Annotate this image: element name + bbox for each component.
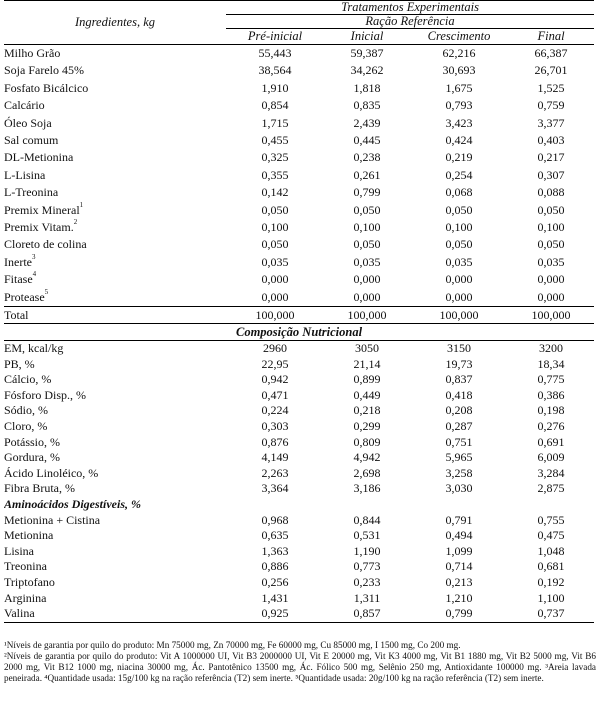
ingredient-row xyxy=(4,202,594,219)
column-header-final: Final xyxy=(508,29,594,45)
reference-diet-header: Ração Referência xyxy=(226,15,594,29)
ingredient-row xyxy=(4,167,594,184)
cell-value: 0,386 xyxy=(537,387,565,402)
cell-value: 0,968 xyxy=(261,512,289,527)
row-label-text: Premix Mineral xyxy=(4,202,80,217)
cell-value: 0,471 xyxy=(261,387,289,402)
cell-value: 0,455 xyxy=(261,133,289,148)
nutrient-row xyxy=(4,450,594,466)
ingredient-row xyxy=(4,62,594,79)
row-label-text: Cloro, % xyxy=(4,419,48,434)
cell-value: 0,925 xyxy=(226,606,324,622)
row-label xyxy=(4,544,226,560)
nutrition-body xyxy=(4,341,594,497)
nutrient-row xyxy=(4,357,594,373)
cell-value: 0,050 xyxy=(353,202,381,217)
nutrient-row xyxy=(4,341,594,357)
cell-value: 1,100 xyxy=(537,590,565,605)
cell-value: 0,100 xyxy=(353,220,381,235)
ingredient-row xyxy=(4,45,594,63)
row-label-text: Fosfato Bicálcico xyxy=(4,80,89,95)
row-label-text: Cálcio, % xyxy=(4,372,52,387)
nutrient-row xyxy=(4,481,594,497)
cell-value: 0,050 xyxy=(537,237,565,252)
cell-value: 4,942 xyxy=(353,450,381,465)
row-label xyxy=(4,62,226,79)
cell-value: 3,258 xyxy=(445,465,473,480)
row-label-text: L-Treonina xyxy=(4,185,59,200)
cell-value: 0,213 xyxy=(445,575,473,589)
total-value: 100,000 xyxy=(410,307,508,324)
column-header-crescimento: Crescimento xyxy=(410,29,508,45)
cell-value: 0,287 xyxy=(445,419,473,434)
cell-value: 0,238 xyxy=(353,150,381,165)
total-body xyxy=(4,307,594,341)
cell-value: 62,216 xyxy=(442,46,476,60)
cell-value: 0,303 xyxy=(261,419,289,434)
ingredient-row xyxy=(4,115,594,132)
cell-value: 0,000 xyxy=(445,272,473,287)
row-label xyxy=(4,606,226,622)
cell-value: 0,224 xyxy=(261,403,289,418)
cell-value: 0,256 xyxy=(261,575,289,589)
row-label-text: Fibra Bruta, % xyxy=(4,481,75,496)
cell-value: 1,190 xyxy=(353,543,381,558)
row-label xyxy=(4,575,226,591)
cell-value: 2,439 xyxy=(353,115,381,130)
row-label-text: Metionina xyxy=(4,528,54,543)
cell-value: 2,698 xyxy=(353,465,381,480)
cell-value: 22,95 xyxy=(261,356,289,371)
cell-value: 0,100 xyxy=(537,220,565,235)
total-value: 100,000 xyxy=(508,307,594,324)
cell-value: 0,791 xyxy=(445,512,473,527)
nutrient-row xyxy=(4,403,594,419)
cell-value: 5,965 xyxy=(445,450,473,465)
cell-value: 1,210 xyxy=(445,590,473,605)
cell-value: 0,208 xyxy=(445,403,473,418)
cell-value: 30,693 xyxy=(442,63,476,78)
row-label xyxy=(4,559,226,575)
cell-value: 0,299 xyxy=(353,419,381,434)
cell-value: 18,34 xyxy=(537,356,565,371)
cell-value: 0,751 xyxy=(445,434,473,449)
cell-value: 0,198 xyxy=(537,403,565,418)
row-label-text: Sal comum xyxy=(4,133,59,148)
cell-value: 0,325 xyxy=(261,150,289,165)
footnotes xyxy=(4,640,596,684)
row-label-text: Óleo Soja xyxy=(4,115,52,130)
row-label-text: L-Lisina xyxy=(4,167,46,182)
cell-value: 2,875 xyxy=(537,481,565,496)
cell-value: 0,068 xyxy=(445,185,473,200)
cell-value: 2960 xyxy=(263,341,287,356)
table-header xyxy=(4,1,594,45)
row-label xyxy=(4,513,226,529)
cell-value: 0,035 xyxy=(537,254,565,269)
cell-value: 0,000 xyxy=(445,289,473,304)
cell-value: 0,307 xyxy=(537,167,565,182)
row-label xyxy=(4,271,226,288)
amino-acid-row xyxy=(4,606,594,622)
cell-value: 3,377 xyxy=(537,115,565,130)
cell-value: 0,000 xyxy=(261,289,289,304)
cell-value: 0,809 xyxy=(353,434,381,449)
cell-value: 0,714 xyxy=(445,559,473,574)
ingredient-row xyxy=(4,149,594,166)
nutrition-section-title: Composição Nutricional xyxy=(4,324,594,341)
cell-value: 3,423 xyxy=(445,115,473,130)
row-label xyxy=(4,466,226,482)
cell-value: 0,799 xyxy=(410,606,508,622)
row-label xyxy=(4,184,226,201)
cell-value: 0,000 xyxy=(537,289,565,304)
row-label-text: EM, kcal/kg xyxy=(4,341,64,356)
cell-value: 0,635 xyxy=(261,528,289,543)
nutrition-section-row xyxy=(4,324,594,341)
cell-value: 0,050 xyxy=(445,237,473,252)
cell-value: 0,276 xyxy=(537,419,565,434)
ingredient-row xyxy=(4,184,594,201)
row-label xyxy=(4,388,226,404)
row-label-text: Sódio, % xyxy=(4,403,49,418)
footnote-2: ²Níveis de garantia por quilo do produto: Vit A 1000000 UI, Vit B3 2000000 UI, Vit E 20000 mg, Vit K3 4000 mg, Vit B1 1880 mg, Vit B2 5000 mg, Vit B6 2000 mg, Vit B12 1000 mg, niacina 30000 mg, Ác. Pantotênico 13500 mg, Ác. Fólico 500 mg, Selênio 250 mg, Antioxidante 100000 mg. ³Areia lavada peneirada. ⁴Quantidade usada: 15g/100 kg na ração referência (T2) sem inerte. ⁵Quantidade usada: 20g/100 kg na ração referência (T2) sem inerte. xyxy=(4,650,596,683)
cell-value: 0,142 xyxy=(261,185,289,200)
row-label xyxy=(4,591,226,607)
row-label xyxy=(4,403,226,419)
total-row xyxy=(4,307,594,324)
ingredient-row xyxy=(4,132,594,149)
row-label-text: Fitase xyxy=(4,272,33,287)
row-label xyxy=(4,435,226,451)
cell-value: 0,691 xyxy=(537,434,565,449)
ingredient-row xyxy=(4,271,594,288)
ingredient-row xyxy=(4,254,594,271)
cell-value: 1,048 xyxy=(537,543,565,558)
row-label xyxy=(4,219,226,236)
row-label-text: Inerte xyxy=(4,254,32,269)
cell-value: 0,445 xyxy=(353,133,381,148)
cell-value: 0,424 xyxy=(445,133,473,148)
cell-value: 1,675 xyxy=(445,80,473,95)
cell-value: 19,73 xyxy=(445,356,473,371)
cell-value: 1,818 xyxy=(353,80,381,95)
cell-value: 0,837 xyxy=(445,372,473,387)
row-label xyxy=(4,450,226,466)
cell-value: 0,475 xyxy=(537,528,565,543)
row-label xyxy=(4,254,226,271)
cell-value: 0,000 xyxy=(261,272,289,287)
cell-value: 0,088 xyxy=(537,185,565,200)
cell-value: 66,387 xyxy=(534,46,568,60)
cell-value: 0,050 xyxy=(261,237,289,252)
cell-value: 1,525 xyxy=(537,80,565,95)
cell-value: 0,942 xyxy=(261,372,289,387)
row-label xyxy=(4,289,226,307)
row-label-text: Cloreto de colina xyxy=(4,237,87,252)
cell-value: 0,355 xyxy=(261,167,289,182)
cell-value: 1,311 xyxy=(353,590,381,605)
cell-value: 0,000 xyxy=(353,289,381,304)
row-label xyxy=(4,372,226,388)
cell-value: 4,149 xyxy=(261,450,289,465)
cell-value: 0,100 xyxy=(261,220,289,235)
cell-value: 0,449 xyxy=(353,387,381,402)
cell-value: 0,681 xyxy=(537,559,565,574)
cell-value: 0,886 xyxy=(261,559,289,574)
row-label-text: Protease xyxy=(4,289,45,304)
cell-value: 0,793 xyxy=(445,98,473,113)
amino-acid-row xyxy=(4,544,594,560)
cell-value: 38,564 xyxy=(258,63,292,78)
cell-value: 0,219 xyxy=(445,150,473,165)
total-value: 100,000 xyxy=(324,307,410,324)
footnote-marker: 3 xyxy=(31,253,36,261)
cell-value: 0,100 xyxy=(445,220,473,235)
cell-value: 0,217 xyxy=(537,150,565,165)
cell-value: 1,099 xyxy=(445,543,473,558)
amino-acid-row xyxy=(4,528,594,544)
cell-value: 0,854 xyxy=(261,98,289,113)
row-label-text: Potássio, % xyxy=(4,434,61,449)
row-label-text: Arginina xyxy=(4,590,47,605)
cell-value: 0,035 xyxy=(261,254,289,269)
amino-acid-row xyxy=(4,513,594,529)
cell-value: 0,494 xyxy=(445,528,473,543)
row-label xyxy=(4,236,226,253)
amino-section-row xyxy=(4,497,594,513)
row-label xyxy=(4,132,226,149)
row-label-text: Fósforo Disp., % xyxy=(4,387,87,402)
row-label xyxy=(4,45,226,63)
row-label-text: DL-Metionina xyxy=(4,150,74,165)
row-label xyxy=(4,528,226,544)
footnote-marker: 5 xyxy=(44,288,49,296)
cell-value: 0,876 xyxy=(261,434,289,449)
row-label-text: Soja Farelo 45% xyxy=(4,63,84,78)
cell-value: 55,443 xyxy=(258,46,292,60)
row-label-text: Valina xyxy=(4,606,35,621)
total-label: Total xyxy=(4,307,226,324)
cell-value: 0,899 xyxy=(353,372,381,387)
cell-value: 0,000 xyxy=(537,272,565,287)
column-header-inicial: Inicial xyxy=(324,29,410,45)
row-label xyxy=(4,341,226,357)
cell-value: 0,844 xyxy=(353,512,381,527)
cell-value: 0,233 xyxy=(353,575,381,589)
row-label xyxy=(4,419,226,435)
cell-value: 26,701 xyxy=(534,63,568,78)
cell-value: 0,000 xyxy=(353,272,381,287)
footnote-marker: 4 xyxy=(32,271,37,279)
cell-value: 0,775 xyxy=(537,372,565,387)
cell-value: 0,050 xyxy=(261,202,289,217)
cell-value: 0,531 xyxy=(353,528,381,543)
row-label-text: Metionina + Cistina xyxy=(4,512,101,527)
nutrient-row xyxy=(4,372,594,388)
row-label-text: Triptofano xyxy=(4,575,55,589)
footnote-1: ¹Níveis de garantia por quilo do produto: Mn 75000 mg, Zn 70000 mg, Fe 60000 mg, Cu 85000 mg, I 1500 mg, Co 200 mg. xyxy=(4,640,461,650)
cell-value: 0,857 xyxy=(324,606,410,622)
cell-value: 0,403 xyxy=(537,133,565,148)
cell-value: 0,050 xyxy=(353,237,381,252)
ingredient-row xyxy=(4,80,594,97)
row-label xyxy=(4,167,226,184)
cell-value: 0,254 xyxy=(445,167,473,182)
cell-value: 0,737 xyxy=(508,606,594,622)
nutrient-row xyxy=(4,466,594,482)
cell-value: 0,218 xyxy=(353,403,381,418)
cell-value: 1,910 xyxy=(261,80,289,95)
ingredient-row xyxy=(4,289,594,307)
ingredient-row xyxy=(4,219,594,236)
nutrient-row xyxy=(4,419,594,435)
cell-value: 1,431 xyxy=(261,590,289,605)
row-label-text: Premix Vitam. xyxy=(4,220,74,235)
cell-value: 3200 xyxy=(539,341,564,356)
cell-value: 0,755 xyxy=(537,512,565,527)
cell-value: 59,387 xyxy=(350,46,384,60)
cell-value: 34,262 xyxy=(350,63,384,78)
nutrient-row xyxy=(4,435,594,451)
row-label-text: Ácido Linoléico, % xyxy=(4,465,99,480)
cell-value: 0,418 xyxy=(445,387,473,402)
amino-acid-row xyxy=(4,559,594,575)
ingredient-row xyxy=(4,236,594,253)
row-label xyxy=(4,80,226,97)
cell-value: 0,192 xyxy=(537,575,565,589)
cell-value: 3150 xyxy=(447,341,471,356)
row-label xyxy=(4,202,226,219)
amino-header-body xyxy=(4,497,594,513)
nutrient-row xyxy=(4,388,594,404)
row-label xyxy=(4,115,226,132)
footnote-marker: 2 xyxy=(73,219,78,227)
row-label-text: Lisina xyxy=(4,543,34,558)
amino-acid-row xyxy=(4,591,594,607)
cell-value: 3,186 xyxy=(353,481,381,496)
cell-value: 0,773 xyxy=(353,559,381,574)
cell-value: 2,263 xyxy=(261,465,289,480)
cell-value: 3,030 xyxy=(445,481,473,496)
cell-value: 21,14 xyxy=(353,356,381,371)
row-label-text: PB, % xyxy=(4,356,35,371)
cell-value: 1,715 xyxy=(261,115,289,130)
treatments-header: Tratamentos Experimentais xyxy=(226,1,594,15)
row-label xyxy=(4,149,226,166)
cell-value: 0,799 xyxy=(353,185,381,200)
column-header-pre-inicial: Pré-inicial xyxy=(226,29,324,45)
cell-value: 3,364 xyxy=(261,481,289,496)
ingredients-body xyxy=(4,45,594,307)
row-label-text: Treonina xyxy=(4,559,47,574)
cell-value: 0,261 xyxy=(353,167,381,182)
total-value: 100,000 xyxy=(226,307,324,324)
row-label xyxy=(4,357,226,373)
ingredients-header: Ingredientes, kg xyxy=(4,1,226,45)
cell-value: 3050 xyxy=(355,341,379,356)
amino-section-title: Aminoácidos Digestíveis, % xyxy=(4,497,141,512)
cell-value: 0,035 xyxy=(445,254,473,269)
row-label-text: Milho Grão xyxy=(4,46,61,60)
cell-value: 0,759 xyxy=(537,98,565,113)
row-label xyxy=(4,481,226,497)
ingredient-row xyxy=(4,97,594,114)
cell-value: 0,050 xyxy=(537,202,565,217)
cell-value: 0,835 xyxy=(353,98,381,113)
cell-value: 6,009 xyxy=(537,450,565,465)
cell-value: 0,050 xyxy=(445,202,473,217)
amino-acid-row xyxy=(4,575,594,591)
cell-value: 1,363 xyxy=(261,543,289,558)
cell-value: 3,284 xyxy=(537,465,565,480)
row-label-text: Gordura, % xyxy=(4,450,60,465)
row-label xyxy=(4,97,226,114)
footnote-marker: 1 xyxy=(79,201,84,209)
amino-body xyxy=(4,513,594,623)
cell-value: 0,035 xyxy=(353,254,381,269)
feed-composition-table xyxy=(4,0,594,623)
row-label-text: Calcário xyxy=(4,98,45,113)
